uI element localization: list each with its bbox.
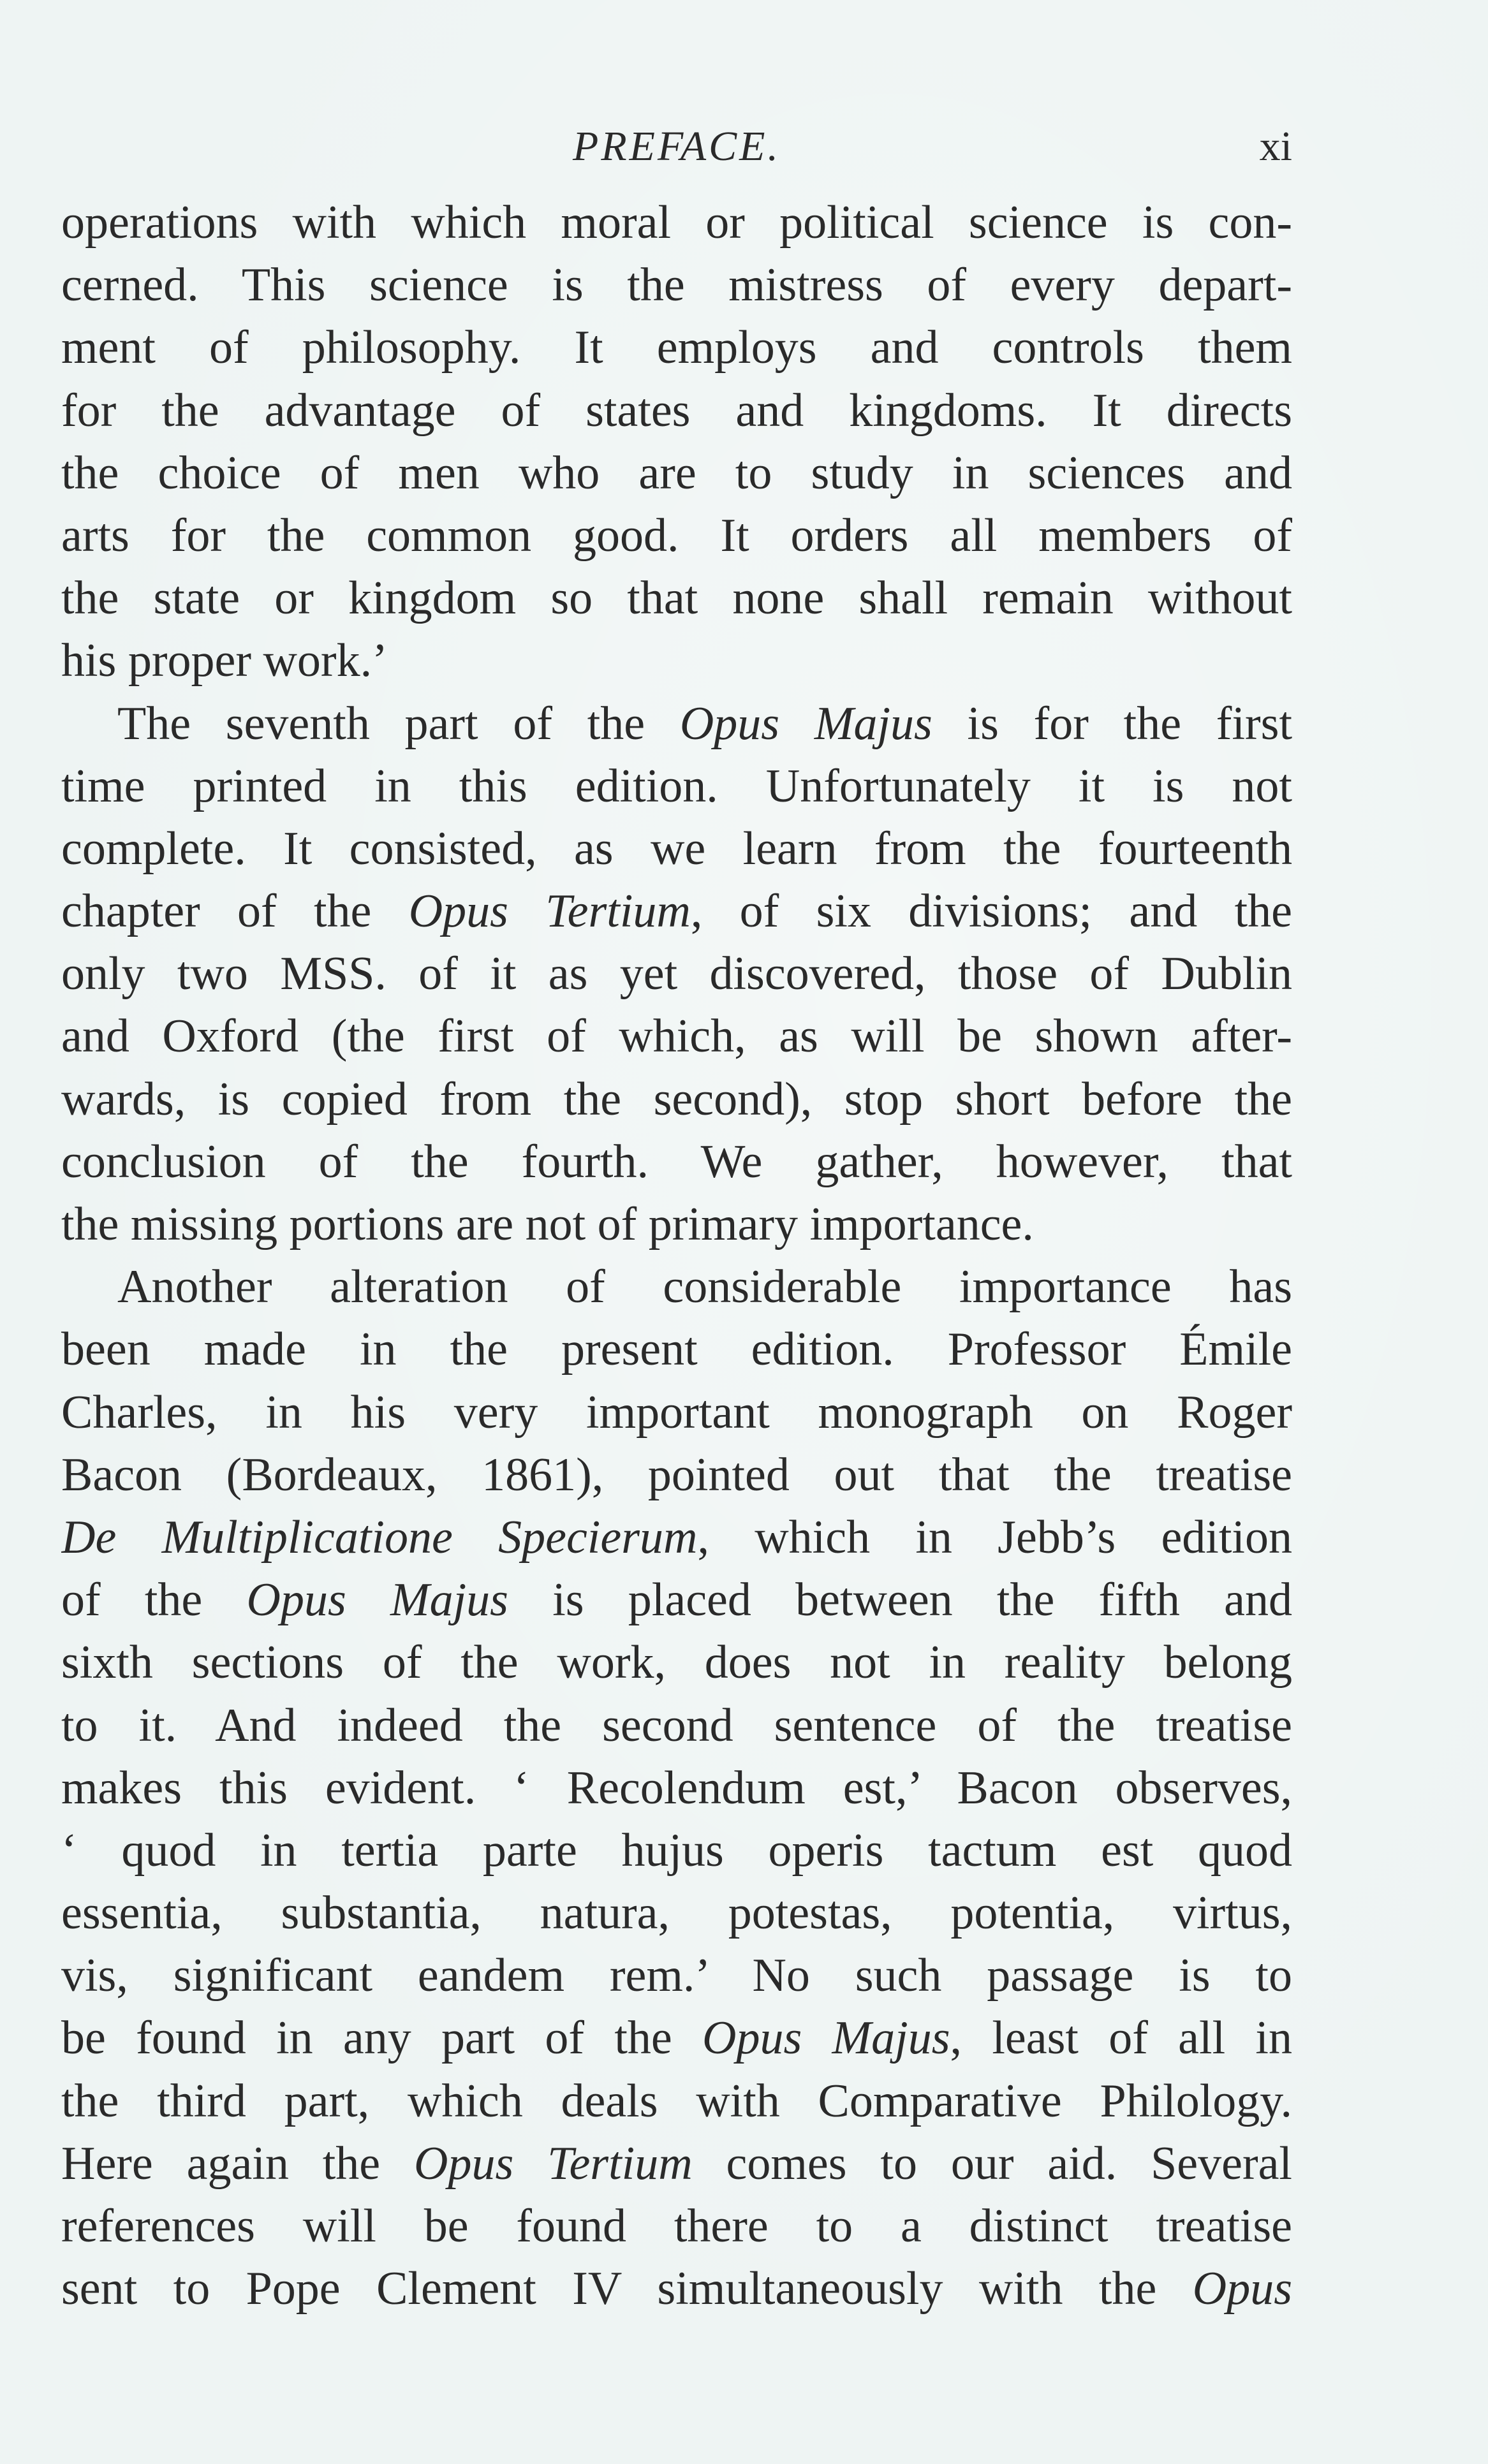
- text-line: operations with which moral or political science is con-: [61, 196, 1292, 249]
- running-head-title: PREFACE.: [573, 123, 781, 170]
- text-line: to it. And indeed the second sentence of the treatise: [61, 1699, 1292, 1752]
- text-line: wards, is copied from the second), stop short before the: [61, 1073, 1292, 1126]
- text-line: Another alteration of considerable importance has: [117, 1261, 1292, 1314]
- text-line: arts for the common good. It orders all members of: [61, 509, 1292, 562]
- text-line: only two MSS. of it as yet discovered, those of Dublin: [61, 948, 1292, 1001]
- text-line: The seventh part of the Opus Majus is for the first: [117, 697, 1292, 750]
- text-line: essentia, substantia, natura, potestas, potentia, virtus,: [61, 1887, 1292, 1940]
- text-line: the state or kingdom so that none shall remain without: [61, 572, 1292, 625]
- running-head: [61, 118, 1292, 175]
- text-line: the choice of men who are to study in sciences and: [61, 446, 1292, 499]
- text-line: cerned. This science is the mistress of every depart-: [61, 259, 1292, 312]
- text-line: ment of philosophy. It employs and controls them: [61, 321, 1292, 374]
- text-line: the missing portions are not of primary importance.: [61, 1198, 1034, 1250]
- text-line: time printed in this edition. Unfortunately it is not: [61, 759, 1292, 812]
- text-line: references will be found there to a distinct treatise: [61, 2200, 1292, 2252]
- text-line: been made in the present edition. Professor Émile: [61, 1323, 1292, 1376]
- text-line: his proper work.’: [61, 634, 388, 687]
- text-line: sixth sections of the work, does not in reality belong: [61, 1636, 1292, 1689]
- text-line: sent to Pope Clement IV simultaneously with the Opus: [61, 2262, 1292, 2315]
- text-line: complete. It consisted, as we learn from the fourteenth: [61, 822, 1292, 875]
- text-line: Charles, in his very important monograph on Roger: [61, 1386, 1292, 1439]
- page-number: xi: [1259, 123, 1292, 170]
- text-line: be found in any part of the Opus Majus, least of all in: [61, 2012, 1292, 2065]
- text-line: and Oxford (the first of which, as will be shown after-: [61, 1010, 1292, 1063]
- text-line: ‘ quod in tertia parte hujus operis tactum est quod: [61, 1824, 1292, 1877]
- text-line: for the advantage of states and kingdoms. It directs: [61, 384, 1292, 437]
- text-line: chapter of the Opus Tertium, of six divisions; and the: [61, 885, 1292, 938]
- text-line: conclusion of the fourth. We gather, however, that: [61, 1135, 1292, 1188]
- body-text: [61, 191, 1292, 2320]
- text-line: De Multiplicatione Specierum, which in Jebb’s edition: [61, 1511, 1292, 1564]
- text-line: Bacon (Bordeaux, 1861), pointed out that the treatise: [61, 1448, 1292, 1501]
- text-line: Here again the Opus Tertium comes to our aid. Several: [61, 2137, 1292, 2190]
- text-line: vis, significant eandem rem.’ No such passage is to: [61, 1949, 1292, 2002]
- text-line: of the Opus Majus is placed between the fifth and: [61, 1574, 1292, 1627]
- text-line: the third part, which deals with Comparative Philology.: [61, 2074, 1292, 2127]
- text-line: makes this evident. ‘ Recolendum est,’ Bacon observes,: [61, 1761, 1292, 1814]
